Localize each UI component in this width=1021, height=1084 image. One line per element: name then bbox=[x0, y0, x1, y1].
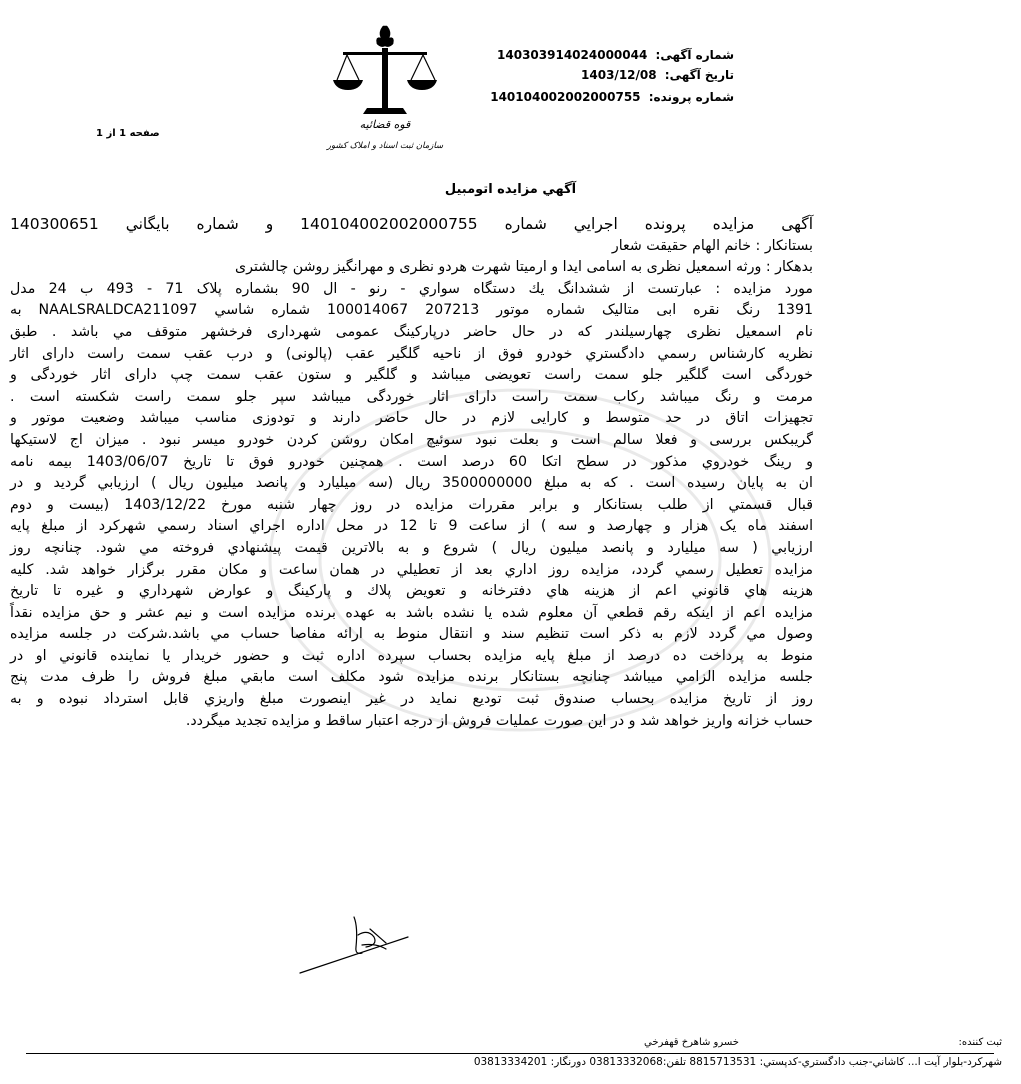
body-line: مزايده اعم از اينكه رقم قطعي آن معلوم شده يا نشده باشد به عهده برنده مزايده است و نيم عشر و حق مزايده نقداً bbox=[10, 604, 813, 621]
case-number-row bbox=[490, 90, 734, 104]
notice-body bbox=[10, 214, 813, 732]
body-line: اسفند ماه یک هزار و چهارصد و سه ) از ساعت 9 تا 12 در محل اداره اجراي اسناد رسمي شهرکرد از مبلغ پايه bbox=[10, 518, 814, 535]
footer-divider bbox=[26, 1053, 994, 1054]
body-line: روز از تاریخ مزایده بحساب صندوق ثبت تودیع نماید در غیر اینصورت مبلغ واریزي قابل استرداد نبوده و به bbox=[10, 691, 813, 708]
body-line: 1391 رنگ نقره ابی متالیک شماره موتور 207213 100014067 شماره شاسي NAALSRALDCA211097 به bbox=[10, 302, 813, 319]
body-line: بستانکار : خانم الهام حقیقت شعار bbox=[611, 237, 813, 254]
ad-number-label: شماره آگهی: bbox=[655, 48, 734, 62]
signature bbox=[296, 915, 416, 985]
ad-date-row bbox=[581, 68, 734, 82]
body-line: آگهی مزایده پرونده اجرایي شماره 140104002002000755 و شماره بايگاني 140300651 bbox=[10, 215, 813, 233]
case-number-label: شماره پرونده: bbox=[648, 90, 734, 104]
body-line: حساب خزانه واريز خواهد شد و در اين صورت عمليات فروش از درجه اعتبار ساقط و مزايده تجديد ميگردد. bbox=[185, 712, 813, 729]
case-number-value: 140104002002000755 bbox=[490, 90, 641, 104]
body-line: ارزيابي ( سه میلیارد و پانصد میلیون ریال ) شروع و به بالاترين قيمت پيشنهادي فروخته مي شود. چنانچه روز bbox=[10, 539, 813, 556]
body-line: مزايده تعطيل رسمي گردد، مزايده روز اداري بعد از تعطيلي در همان ساعت و مكان مقرر برگزار خواهد شد. كليه bbox=[10, 561, 813, 578]
registrar-name: خسرو شاهرخ قهفرخي bbox=[644, 1037, 739, 1048]
logo-text-judiciary: قوه قضائیه bbox=[359, 118, 411, 131]
body-line: گریبکس بررسی و فعلا سالم است و بعلت نبود سوئیچ امکان روشن کردن خودرو میسر نبود . میزان اج لاستیکها bbox=[10, 431, 813, 448]
body-line: بدهکار : ورثه اسمعیل نظری به اسامی ایدا و ارمیتا شهرت هردو نظری و مهرانگیز روشن چالشتری bbox=[235, 259, 813, 276]
judiciary-logo bbox=[325, 18, 445, 168]
body-line: تجهیزات اتاق در حد متوسط و کارایی لازم در حال حاضر دارند و تودوزی مناسب میباشد وضعیت موتور و bbox=[10, 410, 813, 427]
page-number: صفحه 1 از 1 bbox=[96, 128, 160, 139]
body-line: هزينه هاي قانوني اعم از هزينه هاي دفترخانه و تعويض پلاك و پاركينگ و عوارض شهرداري و غيره تا تاريخ bbox=[10, 583, 813, 600]
footer-address: شهرکرد-بلوار آیت ا... کاشاني-جنب دادگستري-کدپستي: 8815713531 تلفن:03813332068 دورنگار: 03813334201 bbox=[473, 1056, 1002, 1068]
body-line: نام اسمعیل نظری چهارسیلندر که در حال حاضر درپارکینگ عمومی شهرداری فرخشهر متوقف مي باشد . طبق bbox=[10, 323, 813, 340]
body-line: جلسه مزایده الزامي میباشد چنانچه بستانکار برنده مزایده شود مكلف است مابقي مبلغ فروش را ظرف مدت پنج bbox=[10, 669, 813, 686]
body-line: قبال قسمتي از طلب بستانكار و برابر مقررات مزايده در روز چهار شنبه مورخ 1403/12/22 (بیست و دوم bbox=[10, 496, 813, 513]
body-line: و رینگ خودروي مذکور در سطح اتکا 60 درصد است . همچنین خودرو فوق تا تاریخ 1403/06/07 بیمه نامه bbox=[10, 453, 814, 470]
body-line: خوردگی است گلگیر جلو سمت راست تعویضی میباشد و گلگیر و ستون عقب سمت چپ دارای اثار خوردگی و bbox=[10, 367, 813, 384]
body-line: وصول مي گردد لازم به ذكر است تنظيم سند و انتقال منوط به ارائه مفاصا حساب مي باشد.شرکت در جلسه مزایده bbox=[10, 626, 813, 643]
body-line: نظریه کارشناس رسمي دادگستري خودرو فوق از ناحیه گلگیر عقب (پالونی) و درب عقب سمت راست دارای اثار bbox=[10, 345, 813, 362]
ad-date-label: تاریخ آگهی: bbox=[664, 68, 734, 82]
body-line: ان به پایان رسیده است . که به مبلغ 3500000000 ريال (سه میلیارد و پانصد میلیون ریال ) ارزيابي گرديد و در bbox=[10, 475, 813, 492]
logo-text-organization: سازمان ثبت اسناد و املاک کشور bbox=[326, 141, 444, 151]
body-line: مورد مزایده : عبارتست از ششدانگ يك دستگاه سواري - رنو - ال 90 بشماره پلاک 71 - 493 ب 24 مدل bbox=[10, 280, 813, 297]
body-line: منوط به پرداخت ده درصد از مبلغ پایه مزایده بحساب سپرده اداره ثبت و حضور خریدار یا نماینده قانوني او در bbox=[10, 647, 813, 664]
registrar-label: ثبت كننده: bbox=[958, 1037, 1002, 1048]
ad-date-value: 1403/12/08 bbox=[581, 68, 657, 82]
ad-number-value: 140303914024000044 bbox=[497, 48, 648, 62]
ad-number-row bbox=[497, 48, 734, 62]
body-line: مرمت و رنگ میباشد رکاب سمت راست دارای اثار خوردگی میباشد سپر جلو سمت راست شکسته است . bbox=[10, 388, 813, 405]
document-title: آگهي مزايده اتومبيل bbox=[444, 182, 577, 197]
